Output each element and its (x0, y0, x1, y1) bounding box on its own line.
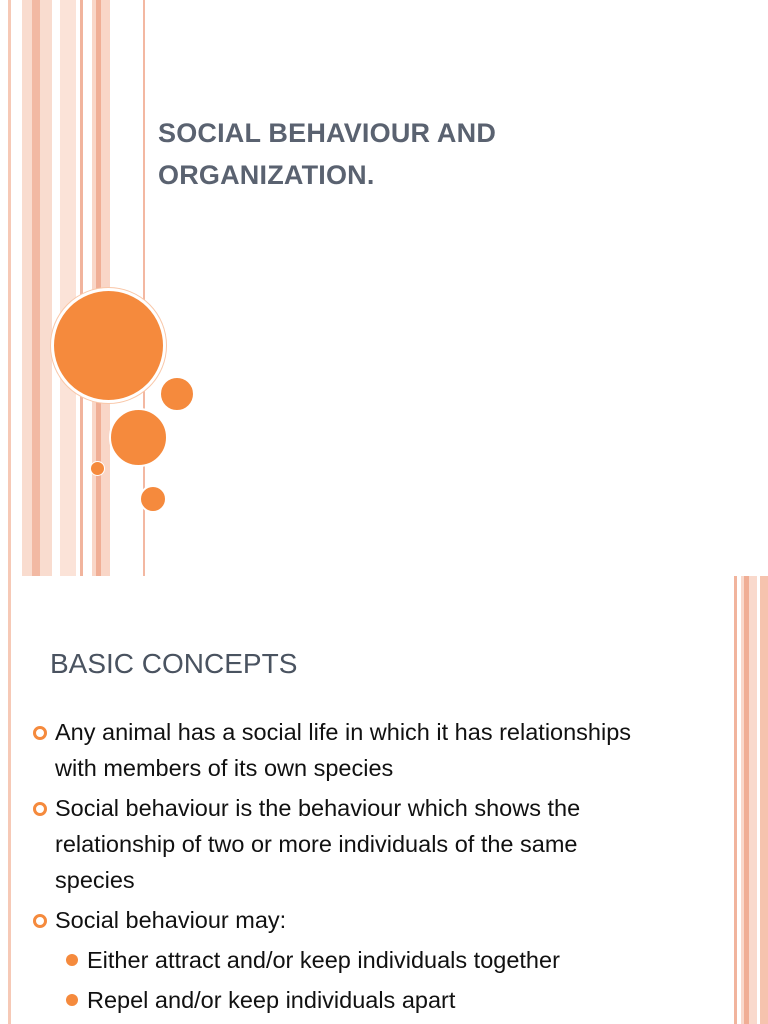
bullet-text: Social behaviour is the behaviour which shows the (55, 795, 581, 821)
bullet-text: relationship of two or more individuals of the same (55, 831, 578, 857)
bullet-ring-icon (33, 726, 47, 740)
bullet-text: Either attract and/or keep individuals together (87, 947, 560, 973)
decorative-stripe (60, 0, 76, 576)
slide-title-line: SOCIAL BEHAVIOUR AND (158, 118, 497, 148)
slide-title (158, 112, 578, 196)
decorative-stripe (8, 0, 11, 576)
decorative-circle-large (51, 288, 166, 403)
bullet-dot-icon (66, 994, 78, 1006)
decorative-circle (109, 408, 168, 467)
bullet-text: Any animal has a social life in which it has relationships (55, 719, 632, 745)
content-slide (0, 576, 768, 1024)
bullet-ring-icon (33, 914, 47, 928)
decorative-stripe (760, 576, 768, 1024)
bullet-text: species (55, 867, 135, 893)
bullet-item (0, 902, 735, 938)
bullet-text: Social behaviour may: (55, 907, 287, 933)
bullet-text: with members of its own species (55, 755, 394, 781)
slide-heading: BASIC CONCEPTS (50, 648, 298, 679)
bullet-item (0, 714, 735, 786)
decorative-stripe (744, 576, 749, 1024)
decorative-stripe (32, 0, 40, 576)
bullet-ring-icon (33, 802, 47, 816)
decorative-stripe (80, 0, 83, 576)
bullet-item (0, 790, 735, 898)
slide-title-line: ORGANIZATION. (158, 160, 375, 190)
sub-bullet-item (0, 942, 735, 978)
bullet-dot-icon (66, 954, 78, 966)
sub-bullet-item (0, 982, 735, 1018)
bullet-list (0, 714, 735, 1022)
decorative-circle (159, 376, 195, 412)
decorative-circle (139, 485, 167, 513)
bullet-text: Repel and/or keep individuals apart (87, 987, 456, 1013)
decorative-circle-small (90, 461, 105, 476)
